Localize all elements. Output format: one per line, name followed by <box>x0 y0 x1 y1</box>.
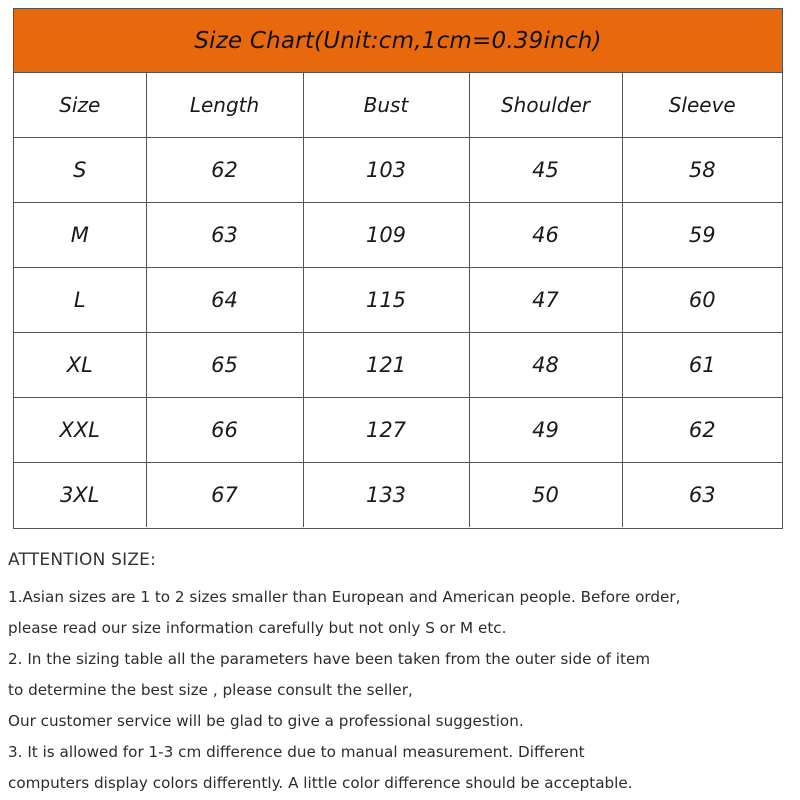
header-shoulder: Shoulder <box>469 73 622 138</box>
cell-size: M <box>14 203 146 268</box>
note-line: Our customer service will be glad to give a professional suggestion. <box>8 712 524 730</box>
attention-notes <box>8 550 793 799</box>
notes-heading: ATTENTION SIZE: <box>8 550 157 570</box>
cell-sleeve: 62 <box>622 398 782 463</box>
table-row <box>14 203 782 268</box>
cell-length: 67 <box>146 463 303 528</box>
cell-sleeve: 61 <box>622 333 782 398</box>
cell-length: 64 <box>146 268 303 333</box>
size-chart <box>13 8 783 529</box>
header-sleeve: Sleeve <box>622 73 782 138</box>
cell-size: L <box>14 268 146 333</box>
cell-size: XXL <box>14 398 146 463</box>
cell-sleeve: 63 <box>622 463 782 528</box>
note-line: to determine the best size , please consult the seller, <box>8 681 413 699</box>
note-line: 2. In the sizing table all the parameters have been taken from the outer side of item <box>8 650 651 668</box>
cell-shoulder: 45 <box>469 138 622 203</box>
cell-sleeve: 58 <box>622 138 782 203</box>
header-length: Length <box>146 73 303 138</box>
table-row <box>14 463 782 528</box>
cell-bust: 121 <box>303 333 469 398</box>
size-table <box>14 73 782 527</box>
note-line: computers display colors differently. A little color difference should be acceptable. <box>8 774 633 792</box>
note-line: 3. It is allowed for 1-3 cm difference due to manual measurement. Different <box>8 743 585 761</box>
cell-sleeve: 59 <box>622 203 782 268</box>
cell-sleeve: 60 <box>622 268 782 333</box>
cell-bust: 103 <box>303 138 469 203</box>
cell-size: XL <box>14 333 146 398</box>
table-row <box>14 333 782 398</box>
cell-length: 63 <box>146 203 303 268</box>
cell-bust: 133 <box>303 463 469 528</box>
table-row <box>14 268 782 333</box>
cell-shoulder: 50 <box>469 463 622 528</box>
cell-bust: 115 <box>303 268 469 333</box>
cell-size: 3XL <box>14 463 146 528</box>
cell-shoulder: 48 <box>469 333 622 398</box>
note-line: please read our size information carefully but not only S or M etc. <box>8 619 507 637</box>
cell-bust: 109 <box>303 203 469 268</box>
cell-bust: 127 <box>303 398 469 463</box>
chart-title: Size Chart(Unit:cm,1cm=0.39inch) <box>194 27 602 54</box>
table-header-row <box>14 73 782 138</box>
cell-length: 66 <box>146 398 303 463</box>
title-bar <box>14 9 782 73</box>
table-row <box>14 138 782 203</box>
cell-shoulder: 47 <box>469 268 622 333</box>
cell-length: 65 <box>146 333 303 398</box>
cell-size: S <box>14 138 146 203</box>
cell-shoulder: 49 <box>469 398 622 463</box>
table-row <box>14 398 782 463</box>
note-line: 1.Asian sizes are 1 to 2 sizes smaller than European and American people. Before order, <box>8 588 681 606</box>
cell-length: 62 <box>146 138 303 203</box>
header-size: Size <box>14 73 146 138</box>
cell-shoulder: 46 <box>469 203 622 268</box>
header-bust: Bust <box>303 73 469 138</box>
